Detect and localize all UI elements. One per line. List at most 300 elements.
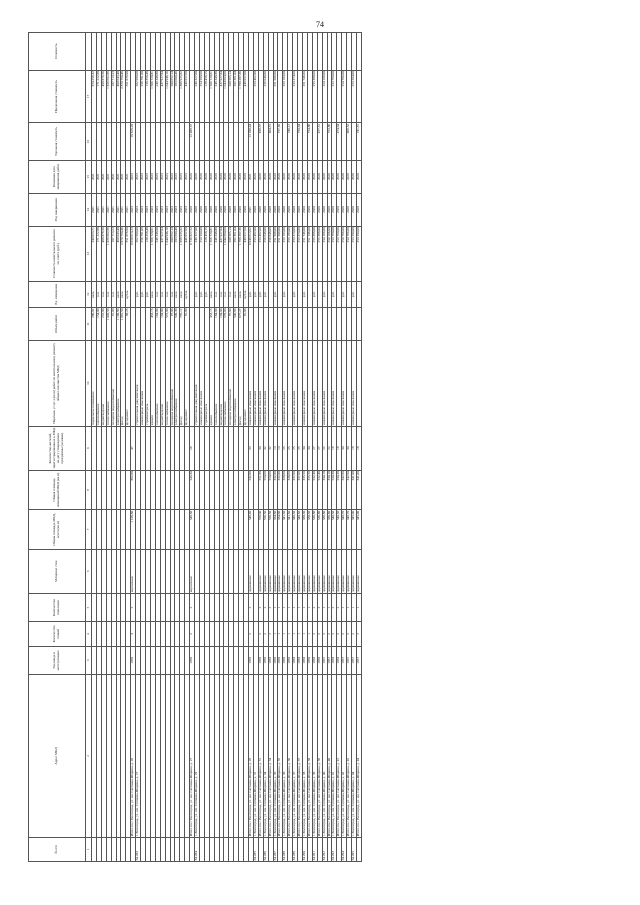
table-cell: руб. [195,281,200,307]
column-header: Перечень услуг и (или) работ по капитальному ремонту общего имущества МКД [29,340,86,426]
table-cell: г. Волгоград, ул. им. Сатпаева-Шорина, д. 37 [293,675,298,838]
table-cell: 795,12 [180,307,185,340]
table-cell: руб. [136,281,141,307]
table-cell: 1958 [258,646,263,675]
table-cell: 1 [347,593,352,622]
column-number: 9 [86,426,92,470]
table-cell: теплоснабжение [165,340,170,426]
table-cell: 2020 [293,160,298,193]
table-cell: деревянные [347,549,352,593]
table-cell: 2023 [131,160,136,193]
table-cell: 334,60 [273,510,278,550]
table-cell: 1 [302,622,307,646]
table-cell: 2020 [199,160,204,193]
column-number: 6 [86,549,92,593]
table-cell: руб. [263,281,268,307]
table-cell: 34.286 [263,837,268,861]
table-cell: руб. [199,281,204,307]
table-body [92,33,362,862]
table-cell: инженерные изыскания [199,340,204,426]
table-cell: 253 492,00 [253,226,258,281]
table-cell: 256 781,00 [141,70,146,123]
table-cell: 2020 [278,193,283,226]
table-cell: 13 [278,426,283,470]
table-cell: 2020 [258,160,263,193]
table-cell: 2021 [116,160,121,193]
table-cell: 2021 [111,193,116,226]
table-cell: 2020 [199,193,204,226]
table-cell: 550,60 [268,470,273,510]
table-cell: 154,00 [96,307,101,340]
table-cell: 753,86 [327,123,332,160]
table-cell: 130 358,48 [145,70,150,123]
table-cell: п.м. [96,281,101,307]
table-cell: 2020 [356,160,361,193]
table-cell: 340 023,71 [92,226,97,281]
table-cell: 741,81 [356,123,361,160]
table-cell: 340,50 [293,510,298,550]
table-cell: Итого по г. Волгоград, ул. им. Сатпаева-Шорина, д. 38 [307,675,312,838]
table-cell: 674 256,32 [92,70,97,123]
table-cell: 339,80 [327,510,332,550]
table-cell: руб. [141,281,146,307]
table-cell: 2020 [312,193,317,226]
table-cell: 2020 [214,160,219,193]
table-cell: 1957 [342,646,347,675]
table-cell: инженерные изыскания [302,340,307,426]
table-cell: 449 057,60 [185,226,190,281]
table-cell: Итого по г. Волгоград, ул. им. Сатпаева-Шорина, д. 36 [288,675,293,838]
table-cell: инженерные изыскания [342,340,347,426]
table-cell: 2 [131,593,136,622]
table-cell: 1 888 935,82 [180,70,185,123]
table-cell: кирпичные [190,549,195,593]
table-cell: кв.м. [239,281,244,307]
table-cell: 1 109,80 [131,510,136,550]
table-cell: 338,30 [307,510,312,550]
table-cell: 2020 [204,160,209,193]
table-cell: 532,40 [317,470,322,510]
table-cell: 1958 [283,646,288,675]
table-cell: 2 [317,593,322,622]
table-cell: 1 798 287,36 [239,70,244,123]
table-cell: 2 [322,622,327,646]
table-cell: 469,52 [347,123,352,160]
table-cell: теплоснабжение [224,340,229,426]
table-cell: 2021 [121,193,126,226]
table-cell: 338,60 [288,470,293,510]
table-cell: п.м. [224,281,229,307]
table-cell: инженерные изыскания [253,340,258,426]
table-cell: 194,00 [160,307,165,340]
table-cell: инженерные изыскания [322,340,327,426]
table-cell: 25 [298,426,303,470]
table-cell: 1 044 694,60 [224,226,229,281]
table-cell: 2020 [298,160,303,193]
table-cell: Итого по г. Волгоград, ул. им. Сатпаева-Шорина, д. 37 [298,675,303,838]
table-cell: 2023 [185,193,190,226]
table-cell: 1 566 720,81 [150,70,155,123]
table-cell: 1957 [347,646,352,675]
table-cell: 1957 [356,646,361,675]
table-cell: 1958 [268,646,273,675]
table-cell: 536,80 [312,510,317,550]
table-cell: 254 500,00 [199,226,204,281]
table-cell: 2 870 790,46 [121,70,126,123]
table-cell: 33 [249,426,254,470]
table-cell: фундамент [185,340,190,426]
table-cell: 2 [249,593,254,622]
table-cell: 339,80 [322,510,327,550]
table-cell: 2020 [253,193,258,226]
table-cell: электроснабжение [116,340,121,426]
column-number: 1 [86,837,92,861]
table-cell: фасад [121,340,126,426]
column-header: Материал стен [29,549,86,593]
table-cell: 2020 [293,193,298,226]
table-cell: 3 [131,622,136,646]
column-number: 4 [86,622,92,646]
table-cell: 254 166,00 [327,226,332,281]
table-cell: куб.м. [126,281,131,307]
table-cell: куб.м. [185,281,190,307]
table-cell: 2020 [209,160,214,193]
table-cell: п.м. [111,281,116,307]
table-cell: 34 [302,426,307,470]
table-cell: 348,70 [342,510,347,550]
table-cell: 249 348,88 [214,70,219,123]
table-cell: 81,00 [244,307,249,340]
table-cell: г. Волгоград, ул. им. Сатпаева-Шорина, д. 40 [322,675,327,838]
table-cell [356,307,361,340]
table-cell: 549,30 [175,307,180,340]
table-cell: 2020 [234,193,239,226]
table-cell: 253 284,00 [352,70,357,123]
table-cell: деревянные [268,549,273,593]
table-cell: кв.м. [92,281,97,307]
table-cell: 332,00 [278,470,283,510]
table-cell: 1 044 694,60 [224,70,229,123]
column-header: Количество подъездов [29,593,86,622]
table-cell: 2020 [342,193,347,226]
table-cell: 1957 [352,646,357,675]
table-cell: 253 790,00 [337,226,342,281]
table-cell: 1958 [337,646,342,675]
table-cell: 341,00 [352,470,357,510]
table-cell: стройконтроль [204,340,209,426]
table-cell: 757,56 [278,123,283,160]
table-cell: 32 [268,426,273,470]
table-cell: 1958 [332,646,337,675]
table-cell: 2020 [312,160,317,193]
table-cell: 81,00 [185,307,190,340]
table-cell: 2 [337,622,342,646]
table-cell: руб. [249,281,254,307]
table-cell: 2020 [229,193,234,226]
table-cell: 2020 [253,160,258,193]
table-cell: г. Волгоград, ул. им. Сатпаева-Шорина, д. 29 [195,675,200,838]
table-cell: руб. [253,281,258,307]
table-cell: 1958 [263,646,268,675]
table-cell: 2020 [229,160,234,193]
table-cell: фасад [180,340,185,426]
table-cell: 2020 [263,193,268,226]
table-cell: деревянные [317,549,322,593]
table-cell: 2 [190,593,195,622]
table-cell: 2020 [283,193,288,226]
table-cell: 551,80 [258,470,263,510]
table-cell: 1 [342,593,347,622]
table-cell: 437 927,84 [160,70,165,123]
table-cell: 1 [273,593,278,622]
table-cell: 2023 [175,193,180,226]
table-cell: инженерные изыскания [352,340,357,426]
table-cell: 498 876,56 [101,70,106,123]
table-cell: водоотведение [160,340,165,426]
column-header: Общая площадь помещений МКД (кв.м) [29,470,86,510]
table-cell: п.м. [214,281,219,307]
table-cell: 13 [273,426,278,470]
table-cell: 2023 [175,160,180,193]
table-cell: деревянные [356,549,361,593]
table-cell: руб. [293,281,298,307]
table-cell: деревянные [352,549,357,593]
table-cell: 1958 [190,646,195,675]
table-cell: куб.м. [244,281,249,307]
column-header: Адрес МКД [29,675,86,838]
table-cell: 540,50 [337,510,342,550]
table-cell: п.м. [219,281,224,307]
table-cell: 2023 [150,160,155,193]
column-number: 15 [86,160,92,193]
table-cell: 335,50 [307,470,312,510]
table-cell: инженерные изыскания [258,340,263,426]
table-cell: 25 [293,426,298,470]
table-cell: 549,30 [190,510,195,550]
table-cell: 334,60 [278,510,283,550]
table-cell: Итого по г. Волгоград, ул. им. Сатпаева-Шорина, д. 26 [131,675,136,838]
table-cell: 2020 [190,160,195,193]
table-cell: 2020 [332,193,337,226]
table-cell: Итого по г. Волгоград, ул. им. Сатпаева-Шорина, д. 40 [327,675,332,838]
table-cell: фундамент [126,340,131,426]
table-cell: 107 713,23 [111,70,116,123]
table-cell: 2 [249,622,254,646]
table-cell: Итого по г. Волгоград, ул. им. Сатпаева-Шорина, д. 41 [337,675,342,838]
table-cell: 18 [356,426,361,470]
table-cell: 97,00 [229,307,234,340]
table-cell: 26 [190,426,195,470]
table-cell: 2021 [121,160,126,193]
table-cell: 12 489,57 [190,123,195,160]
table-cell: 1958 [307,646,312,675]
table-cell: 34.283 [136,837,141,861]
table-cell: руб. [145,281,150,307]
table-cell: 2021 [92,193,97,226]
table-cell: 345,00 [352,510,357,550]
table-cell: руб. [312,281,317,307]
table-cell: 128 458,15 [204,226,209,281]
column-header: Удельная стоимость [29,123,86,160]
table-cell: 2020 [302,193,307,226]
table-cell: г. Волгоград, ул. им. Сатпаева-Шорина, д. 44 [352,675,357,838]
table-cell: 251 746,00 [307,226,312,281]
table-cell: 2021 [249,193,254,226]
table-cell: 453,15 [150,307,155,340]
table-cell: 551 076,90 [126,226,131,281]
table-row [356,33,361,862]
table-cell: 2023 [160,193,165,226]
table-cell: 2020 [244,160,249,193]
table-cell: 2 [258,622,263,646]
table-cell: 2020 [307,193,312,226]
table-cell: 2021 [126,193,131,226]
table-cell: 34.289 [293,837,298,861]
table-cell: 253 790,00 [332,226,337,281]
table-cell: 1 [273,622,278,646]
table-cell: г. Волгоград, ул. им. Сатпаева-Шорина, д. 41 [332,675,337,838]
table-cell: деревянные [283,549,288,593]
table-cell: 2023 [170,193,175,226]
table-cell: 9 650 613,23 [131,226,136,281]
table-cell: 2020 [322,160,327,193]
table-cell: кв.м. [150,281,155,307]
table-cell: 2023 [185,160,190,193]
table-cell: 2020 [273,193,278,226]
table-cell: п.м. [160,281,165,307]
table-cell: 1 566 720,81 [209,70,214,123]
table-cell: 337,00 [293,470,298,510]
table-cell: 332,00 [273,470,278,510]
column-header: Общая площадь МКД, всего (кв.м) [29,510,86,550]
table-cell: 2020 [273,160,278,193]
table-cell: водоотведение [101,340,106,426]
table-cell: 2 [317,622,322,646]
table-cell: руб. [273,281,278,307]
table-cell: 1958 [293,646,298,675]
table-cell: водоотведение [219,340,224,426]
table-cell: 2021 [116,193,121,226]
column-number: 11 [86,307,92,340]
table-cell: 253 183,00 [283,70,288,123]
table-cell: деревянные [302,549,307,593]
table-cell: 256 648,00 [263,70,268,123]
table-cell: 2023 [165,193,170,226]
table-cell: 550,60 [263,470,268,510]
table-cell: газоснабжение [214,340,219,426]
table-cell: деревянные [312,549,317,593]
table-cell: 334,10 [327,470,332,510]
table-cell: 1 566 720,81 [209,226,214,281]
table-cell: 34.293 [332,837,337,861]
table-cell: г. Волгоград, ул. им. Сатпаева-Шорина, д. 42 [342,675,347,838]
table-cell: 47 [131,426,136,470]
table-cell: 1958 [298,646,303,675]
table-cell: г. Волгоград, ул. им. Сатпаева-Шорина, д. 34 [263,675,268,838]
table-cell: 22 [327,426,332,470]
table-cell: 1 044 946,16 [165,226,170,281]
table-cell: 253 374,00 [298,226,303,281]
table-cell: 253 374,00 [293,70,298,123]
table-cell: 2023 [145,193,150,226]
table-cell: руб. [302,281,307,307]
table-cell: кв.м. [121,281,126,307]
table-cell: 253 492,00 [253,70,258,123]
table-cell: 27 [317,426,322,470]
column-header: № п/п [29,837,86,861]
table-cell: деревянные [337,549,342,593]
table-cell: 2020 [283,160,288,193]
table-cell: 1 798 287,36 [239,226,244,281]
table-cell: 546,90 [234,307,239,340]
table-cell: Итого по г. Волгоград, ул. им. Сатпаева-Шорина, д. 42 [347,675,352,838]
table-cell: Итого по г. Волгоград, ул. им. Сатпаева-Шорина, д. 35 [278,675,283,838]
table-cell: 2020 [352,193,357,226]
table-cell: 34.292 [322,837,327,861]
table-cell: 453,15 [209,307,214,340]
table-cell: 534,30 [332,470,337,510]
table-cell: электроснабжение [234,340,239,426]
table-cell: 1 044 946,16 [165,70,170,123]
table-cell: 171 222,88 [96,226,101,281]
table-cell: 34.295 [352,837,357,861]
table-cell: 2021 [106,193,111,226]
table-cell: 171 222,88 [96,70,101,123]
table-cell: деревянные [342,549,347,593]
table-cell: 2023 [141,160,146,193]
table-cell: п.м. [106,281,111,307]
table-cell: 251 746,00 [302,226,307,281]
table-cell: 6 739 827,22 [190,226,195,281]
table-cell: 254 166,00 [322,70,327,123]
table-cell: 348,70 [347,510,352,550]
table-cell: деревянные [327,549,332,593]
table-cell: 2020 [219,193,224,226]
table-cell: 2020 [224,160,229,193]
table-cell: 2020 [327,193,332,226]
table-cell: 341,50 [288,510,293,550]
table-cell: г. Волгоград, ул. им. Сатпаева-Шорина, д. 31 [253,675,258,838]
table-cell: 2021 [111,160,116,193]
table-header-row [29,33,86,862]
table-cell: 2020 [195,160,200,193]
table-cell: руб. [204,281,209,307]
table-cell: 1 566 720,81 [150,226,155,281]
table-cell: 253 284,00 [352,226,357,281]
table-cell: 25 [288,426,293,470]
table-cell: 2 [312,622,317,646]
column-number: 2 [86,675,92,838]
table-cell: 1957 [327,646,332,675]
table-cell: 34.284 [195,837,200,861]
column-header: Год ввода в эксплуатацию [29,646,86,675]
table-cell: 1 [322,593,327,622]
table-cell: 2021 [96,193,101,226]
table-cell: 754,86 [307,123,312,160]
table-cell: 200 652,14 [170,70,175,123]
table-cell: деревянные [332,549,337,593]
table-cell: 2023 [180,193,185,226]
table-cell: 25 [283,426,288,470]
table-cell: 249 348,88 [214,226,219,281]
table-cell: теплоснабжение [106,340,111,426]
table-cell: 342,90 [347,470,352,510]
table-cell: 2 [332,622,337,646]
table-cell: 254 766,00 [342,70,347,123]
table-cell: 34 [347,426,352,470]
table-cell: 2020 [258,193,263,226]
table-cell: 283 600,49 [175,70,180,123]
